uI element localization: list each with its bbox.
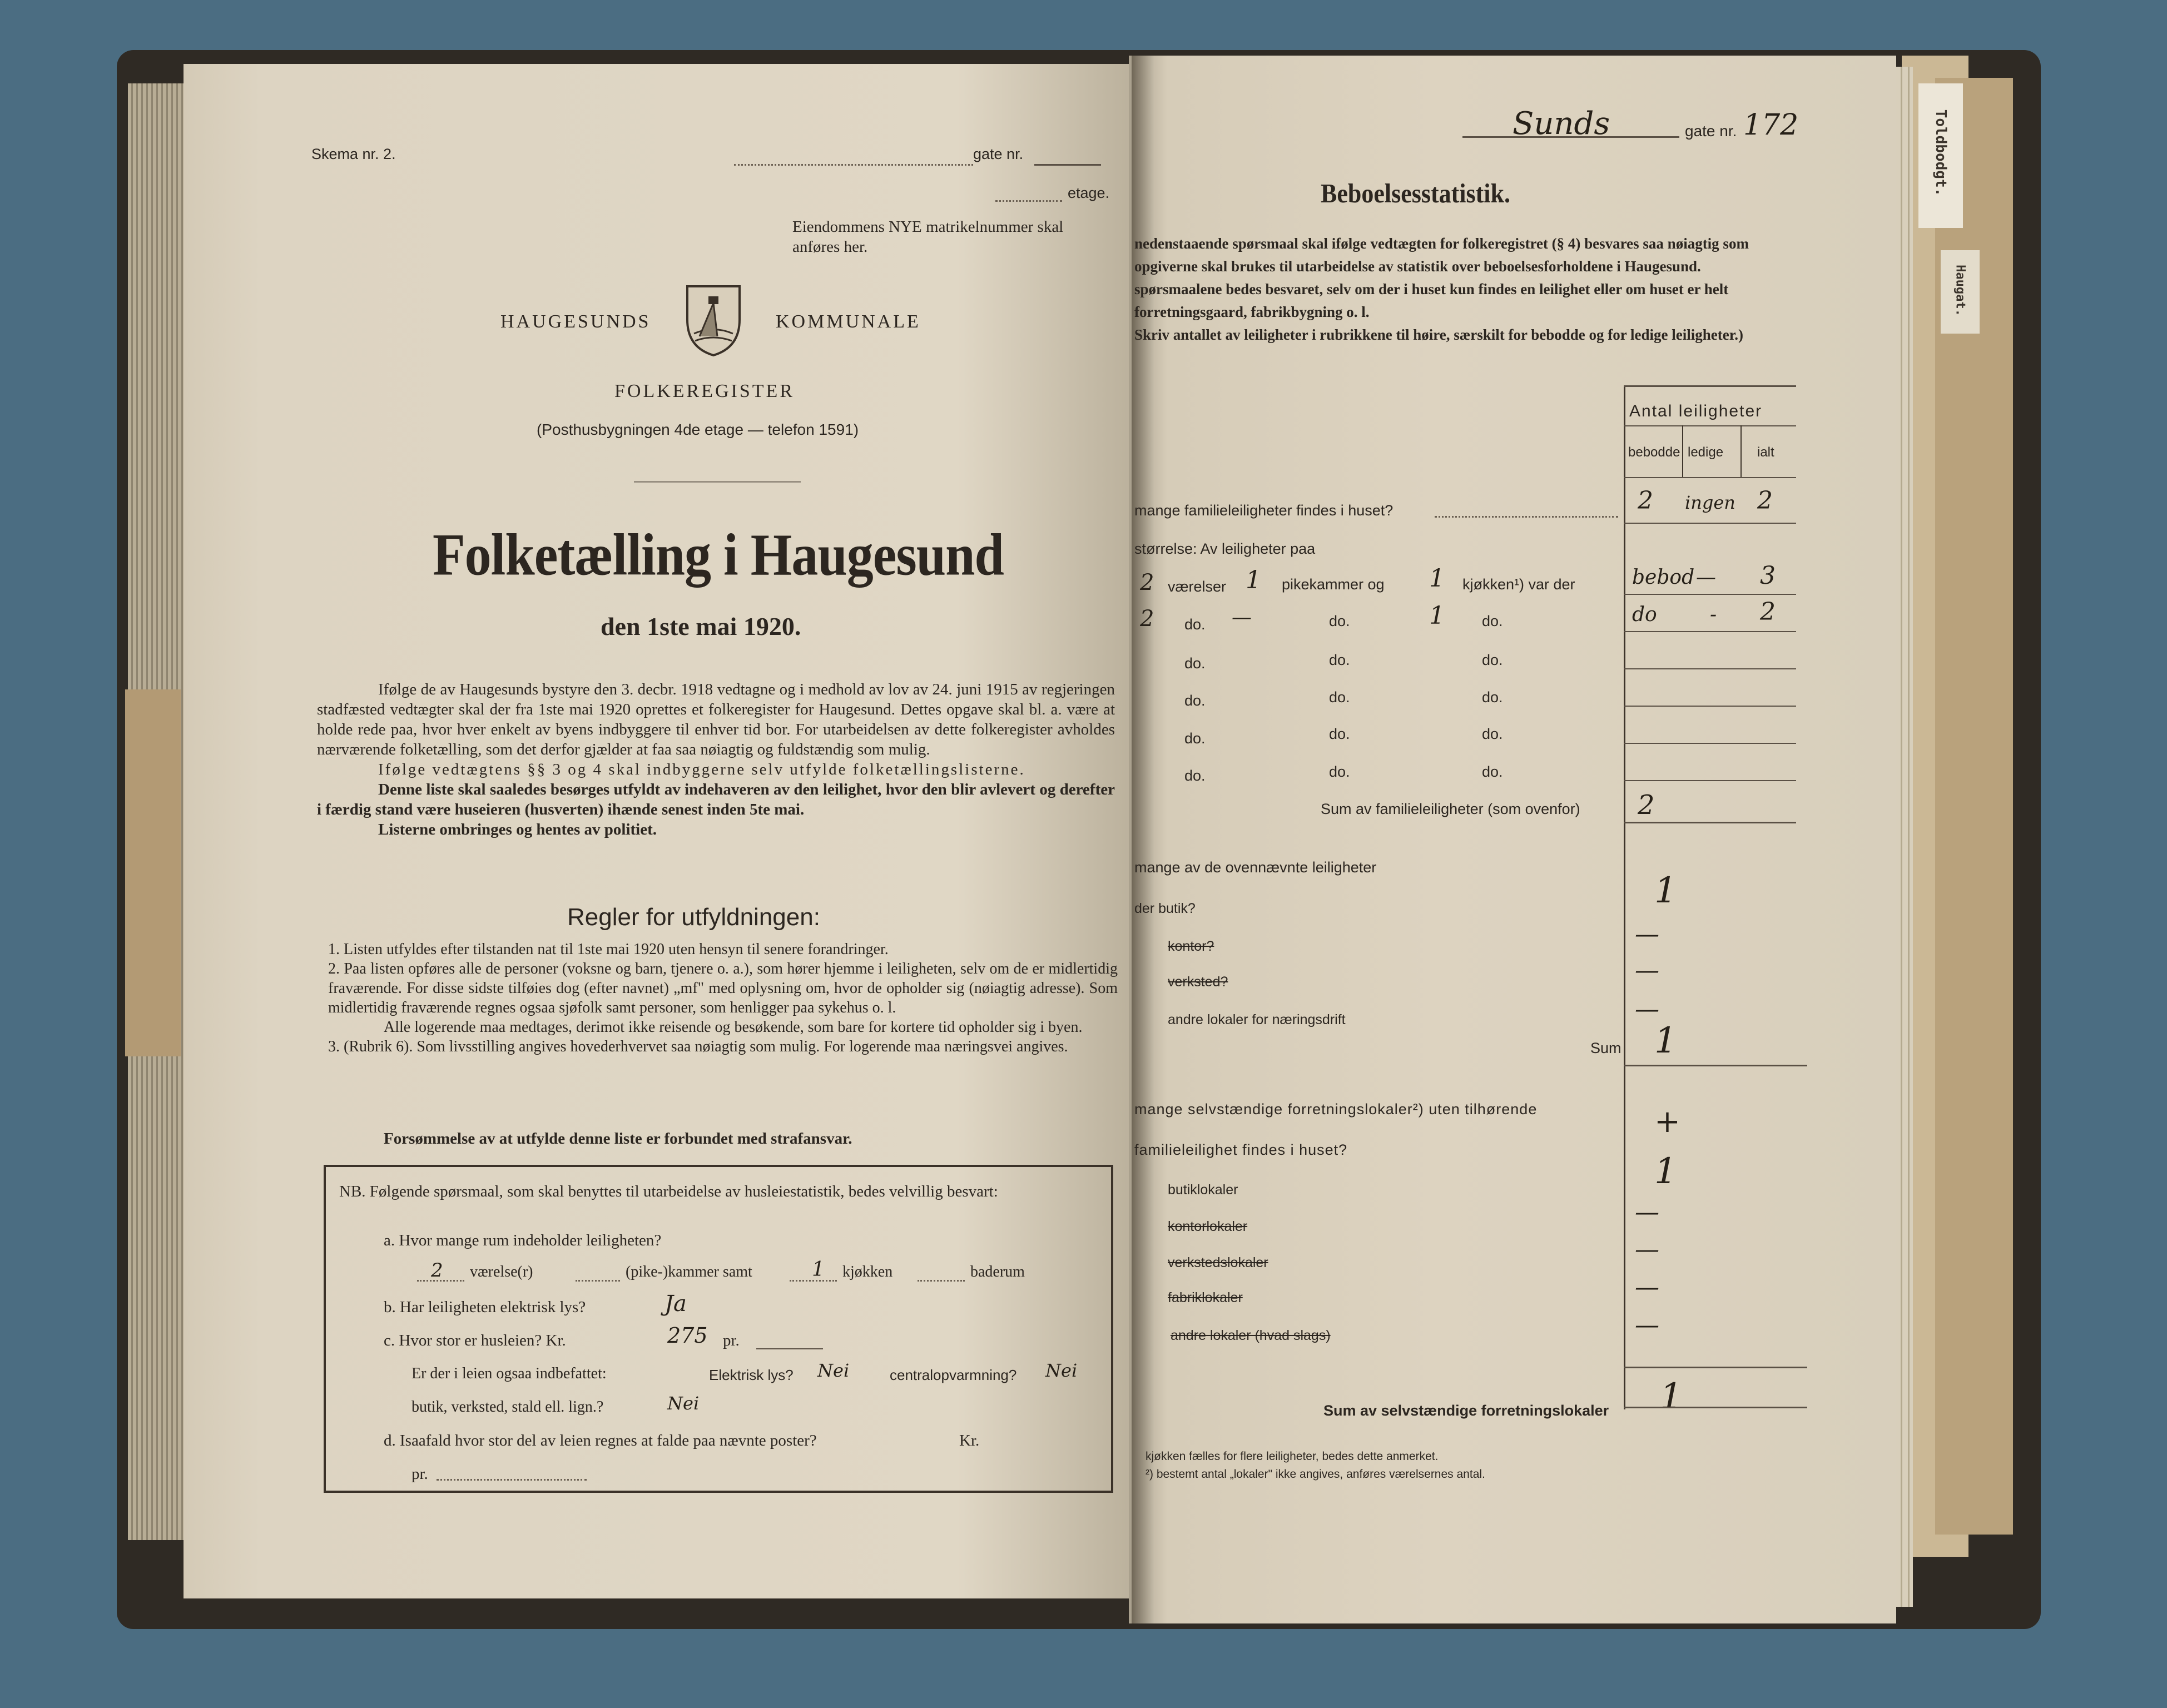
sum-business-rule: [1624, 1407, 1807, 1408]
q1-rule: [1624, 523, 1796, 524]
etage-label: etage.: [1068, 185, 1110, 201]
question-c: c. Hvor stor er husleien? Kr.: [384, 1332, 566, 1349]
intro-paragraph-1: Ifølge de av Haugesunds bystyre den 3. decbr. 1918 vedtagne og i medhold av lov av 24. juni 1915 av regjeringen stadfæsted vedtægter skal der fra 1ste mai 1920 oprettes et folkeregister for Haugesund. Dettes opgave skal bl. a. være at holde rede paa, hvor hver enkelt av byens indbyggere til enhver tid bor. For utarbeidelsen av dette folkeregister avholdes nærværende folketælling, som det derfor gjælder at faa saa nøiagtig og fuldstændig som mulig.: [317, 681, 1115, 758]
q3-item-kontor: kontorlokaler: [1168, 1219, 1248, 1234]
street-name: Sunds: [1513, 106, 1610, 142]
q1-label: mange familieleiligheter findes i huset?: [1134, 502, 1394, 519]
row2-ialt: 2: [1760, 598, 1776, 626]
footnote-2: ²) bestemt antal „lokaler" ikke angives, anføres værelsernes antal.: [1146, 1468, 1485, 1481]
intro-text: [317, 679, 1115, 840]
q2-item-verksted: verksted?: [1168, 974, 1228, 990]
row-rule-1: [1624, 594, 1796, 595]
q2-item-andre-value: —: [1635, 995, 1659, 1024]
rule-1: 1. Listen utfyldes efter tilstanden nat til 1ste mai 1920 uten hensyn til senere forandringer.: [328, 941, 889, 958]
row2-rooms: 2: [1140, 606, 1154, 632]
q3-item-verksted: verkstedslokaler: [1168, 1255, 1268, 1270]
q3-item-verksted-value: —: [1635, 1235, 1659, 1264]
answer-c-unit: pr.: [723, 1332, 740, 1349]
col-divider-1: [1682, 425, 1683, 478]
question-c2: Er der i leien ogsaa indbefattet:: [411, 1365, 607, 1382]
q2-item-kontor: kontor?: [1168, 939, 1214, 954]
kommune-left: HAUGESUNDS: [500, 311, 651, 332]
answer-c: 275: [667, 1323, 708, 1348]
kitchen-value: 1: [812, 1258, 825, 1281]
bath-label: baderum: [970, 1263, 1025, 1280]
row6-vaer: do.: [1184, 767, 1206, 784]
gate-line: [1034, 164, 1101, 166]
q2-item-kontor-value: —: [1635, 920, 1659, 949]
kitchen-dots: [790, 1280, 837, 1282]
rule-2: 2. Paa listen opføres alle de personer (voksne og barn, tjenere o. a.), som hører hjemme i leiligheten, selv om de er midlertidig fraværende. For disse sidste tilføies dog (efter navnet) „mf" med oplysning om, hvor de opholder sig (nøiagtig adresse). Som midlertidig fraværende regnes ogsaa sjøfolk samt personer, som henligger paa sykehus o. l.: [328, 960, 1118, 1016]
kommune-right: KOMMUNALE: [776, 311, 921, 332]
table-header: Antal leiligheter: [1629, 402, 1763, 420]
coat-of-arms-icon: [683, 281, 744, 359]
row4-kjokken-label: do.: [1482, 689, 1503, 706]
row-rule-4: [1624, 706, 1796, 707]
q3-item-fabrik-value: —: [1635, 1273, 1659, 1302]
row1-pike: 1: [1246, 566, 1261, 594]
row5-kjokken-label: do.: [1482, 726, 1503, 742]
schema-number: Skema nr. 2.: [311, 146, 396, 162]
rule-2b: Alle logerende maa medtages, derimot ikke reisende og besøkende, som bare for kortere tid opholder sig i byen.: [384, 1019, 1083, 1036]
row5-vaer: do.: [1184, 730, 1206, 747]
el-answer: Nei: [817, 1360, 850, 1381]
kitchen-label: kjøkken: [842, 1263, 893, 1280]
q1-ledige: ingen: [1685, 492, 1735, 513]
q3-label-b: familieleilighet findes i huset?: [1134, 1141, 1348, 1158]
q2-label: mange av de ovennævnte leiligheter: [1134, 859, 1377, 876]
row-rule-3: [1624, 668, 1796, 669]
q3-item-butik: butiklokaler: [1168, 1182, 1238, 1198]
question-d-pr: pr.: [411, 1465, 428, 1483]
row1-rooms: 2: [1140, 570, 1154, 595]
col-bebodde: bebodde: [1628, 445, 1680, 460]
q2-item-butik-value: 1: [1654, 870, 1677, 911]
question-d-dots: [437, 1479, 587, 1481]
right-intro-line-3: spørsmaalene bedes besvaret, selv om der i huset kun findes en leilighet eller om huset er helt: [1134, 281, 1729, 297]
sum-family-value: 2: [1638, 790, 1655, 821]
rules-title: Regler for utfyldningen:: [567, 903, 820, 931]
row2-vaer: do.: [1184, 616, 1206, 633]
row1-vaer: værelser: [1168, 578, 1227, 595]
left-tab: [125, 689, 181, 1056]
col-divider-2: [1740, 425, 1742, 478]
matrikkel-note: Eiendommens NYE matrikelnummer skal anføres her.: [792, 218, 1064, 256]
right-intro-line-4: forretningsgaard, fabrikbygning o. l.: [1134, 304, 1370, 320]
sum-value: 1: [1654, 1020, 1677, 1061]
tab-label-a: Toldbodgt.: [1918, 83, 1963, 228]
question-d-kr: Kr.: [959, 1432, 980, 1449]
rule-3: 3. (Rubrik 6). Som livsstilling angives hovederhvervet saa nøiagtig som mulig. For logerende maa næringsvei angives.: [328, 1038, 1068, 1055]
shop-label: butik, verksted, stald ell. lign.?: [411, 1398, 604, 1416]
row1-pike-label: pikekammer og: [1282, 576, 1385, 593]
row2-bebodde: do: [1632, 603, 1657, 626]
intro-paragraph-3: Denne liste skal saaledes besørges utfyldt av indehaveren av den leilighet, hvor den blir avlevert og derefter i færdig stand være huseieren (husverten) ihænde senest inden 5te mai.: [317, 781, 1115, 818]
row-rule-5: [1624, 743, 1796, 744]
right-intro: [1134, 232, 1802, 346]
q3-label-a: mange selvstændige forretningslokaler²) uten tilhørende: [1134, 1101, 1538, 1118]
row2-kjokken-label: do.: [1482, 613, 1503, 629]
sum-label: Sum: [1590, 1040, 1621, 1056]
right-gate-label: gate nr.: [1685, 122, 1737, 140]
row-rule-2: [1624, 631, 1796, 632]
row2-kjokken: 1: [1429, 602, 1445, 630]
sum-rule: [1624, 1065, 1807, 1066]
rooms-label: værelse(r): [470, 1263, 533, 1280]
q2-item-butik: der butik?: [1134, 901, 1196, 916]
intro-paragraph-2: Ifølge vedtægtens §§ 3 og 4 skal indbyggerne selv utfylde folketællingslisterne.: [378, 761, 1025, 778]
row5-pike-label: do.: [1329, 726, 1350, 742]
table-header-rule: [1624, 425, 1796, 426]
sum-family-rule: [1624, 822, 1796, 823]
gate-number: 172: [1743, 108, 1799, 142]
row3-kjokken-label: do.: [1482, 652, 1503, 668]
q3-cross: +: [1654, 1104, 1680, 1140]
penalty-notice: Forsømmelse av at utfylde denne liste er forbundet med strafansvar.: [384, 1130, 852, 1148]
rules-list: [328, 940, 1118, 1056]
q1-dots: [1435, 516, 1618, 518]
q1-ialt: 2: [1757, 486, 1773, 515]
sum-business-value: 1: [1660, 1376, 1683, 1417]
central-answer: Nei: [1045, 1360, 1078, 1381]
etage-dots: [995, 200, 1062, 202]
footnote-1: kjøkken fælles for flere leiligheter, bedes dette anmerket.: [1146, 1450, 1439, 1463]
table-top-rule: [1624, 385, 1796, 387]
tab-label-b: Haugat.: [1941, 250, 1980, 334]
right-intro-line-1: nedenstaaende spørsmaal skal ifølge vedtægten for folkeregistret (§ 4) besvares saa nøiagtig som: [1134, 235, 1749, 252]
q3-item-fabrik: fabriklokaler: [1168, 1290, 1243, 1305]
right-intro-line-5: Skriv antallet av leiligheter i rubrikkene til høire, særskilt for bebodde og for ledige leiligheter.): [1134, 326, 1743, 343]
col-headers-rule: [1624, 477, 1796, 478]
size-label: størrelse: Av leiligheter paa: [1134, 540, 1316, 557]
bath-dots: [918, 1280, 965, 1282]
folkeregister-heading: FOLKEREGISTER: [614, 381, 795, 401]
central-label: centralopvarmning?: [890, 1367, 1017, 1383]
pike-label: (pike-)kammer samt: [626, 1263, 752, 1280]
row1-kjokken: 1: [1429, 564, 1445, 593]
row4-pike-label: do.: [1329, 689, 1350, 706]
row3-pike-label: do.: [1329, 652, 1350, 668]
row2-pike: —: [1232, 606, 1252, 629]
rooms-value: 2: [431, 1259, 443, 1282]
divider: [634, 481, 801, 483]
q3-item-kontor-value: —: [1635, 1198, 1659, 1227]
row4-vaer: do.: [1184, 692, 1206, 709]
gate-dots: [734, 164, 973, 166]
row3-vaer: do.: [1184, 655, 1206, 672]
row1-kjokken-label: kjøkken¹) var der: [1462, 576, 1575, 593]
question-d: d. Isaafald hvor stor del av leien regnes at falde paa nævnte poster?: [384, 1432, 817, 1449]
right-intro-line-2: opgiverne skal brukes til utarbeidelse av statistik over beboelsesforholdene i Haugesund.: [1134, 258, 1701, 275]
answer-c-line: [756, 1348, 823, 1349]
q3-item-butik-value: 1: [1654, 1151, 1677, 1192]
question-a: a. Hvor mange rum indeholder leiligheten?: [384, 1232, 662, 1249]
row1-ledige: —: [1696, 566, 1716, 589]
row6-pike-label: do.: [1329, 763, 1350, 780]
row-rule-6: [1624, 780, 1796, 781]
q3-item-andre: andre lokaler (hvad slags): [1171, 1328, 1331, 1343]
shop-answer: Nei: [667, 1393, 700, 1414]
q2-item-verksted-value: —: [1635, 956, 1659, 985]
pike-dots: [576, 1280, 620, 1282]
office-address: (Posthusbygningen 4de etage — telefon 1591): [537, 421, 859, 438]
q2-item-andre: andre lokaler for næringsdrift: [1168, 1012, 1346, 1027]
main-title: Folketælling i Haugesund: [433, 521, 1004, 588]
col-ialt: ialt: [1757, 445, 1774, 460]
q3-item-andre-value: —: [1635, 1311, 1659, 1339]
el-label: Elektrisk lys?: [709, 1367, 794, 1383]
row1-bebodde: bebod: [1632, 566, 1695, 589]
right-title: Beboelsesstatistik.: [1321, 178, 1510, 208]
sum-business-label: Sum av selvstændige forretningslokaler: [1323, 1402, 1609, 1419]
gate-label: gate nr.: [973, 146, 1024, 162]
nb-intro: NB. Følgende spørsmaal, som skal benyttes til utarbeidelse av husleiestatistik, bedes velvillig besvart:: [339, 1183, 998, 1200]
row2-ledige: -: [1710, 603, 1717, 626]
row1-ialt: 3: [1760, 562, 1776, 590]
rooms-dots: [417, 1280, 464, 1282]
intro-paragraph-4: Listerne ombringes og hentes av politiet.: [378, 821, 657, 838]
row6-kjokken-label: do.: [1482, 763, 1503, 780]
answer-b: Ja: [665, 1291, 687, 1317]
sum-family-label: Sum av familieleiligheter (som ovenfor): [1321, 801, 1580, 817]
sum-business-rule-top: [1624, 1367, 1807, 1368]
q1-bebodde: 2: [1638, 486, 1653, 515]
row2-pike-label: do.: [1329, 613, 1350, 629]
main-subtitle: den 1ste mai 1920.: [601, 612, 801, 640]
question-b: b. Har leiligheten elektrisk lys?: [384, 1298, 586, 1316]
col-ledige: ledige: [1688, 445, 1724, 460]
